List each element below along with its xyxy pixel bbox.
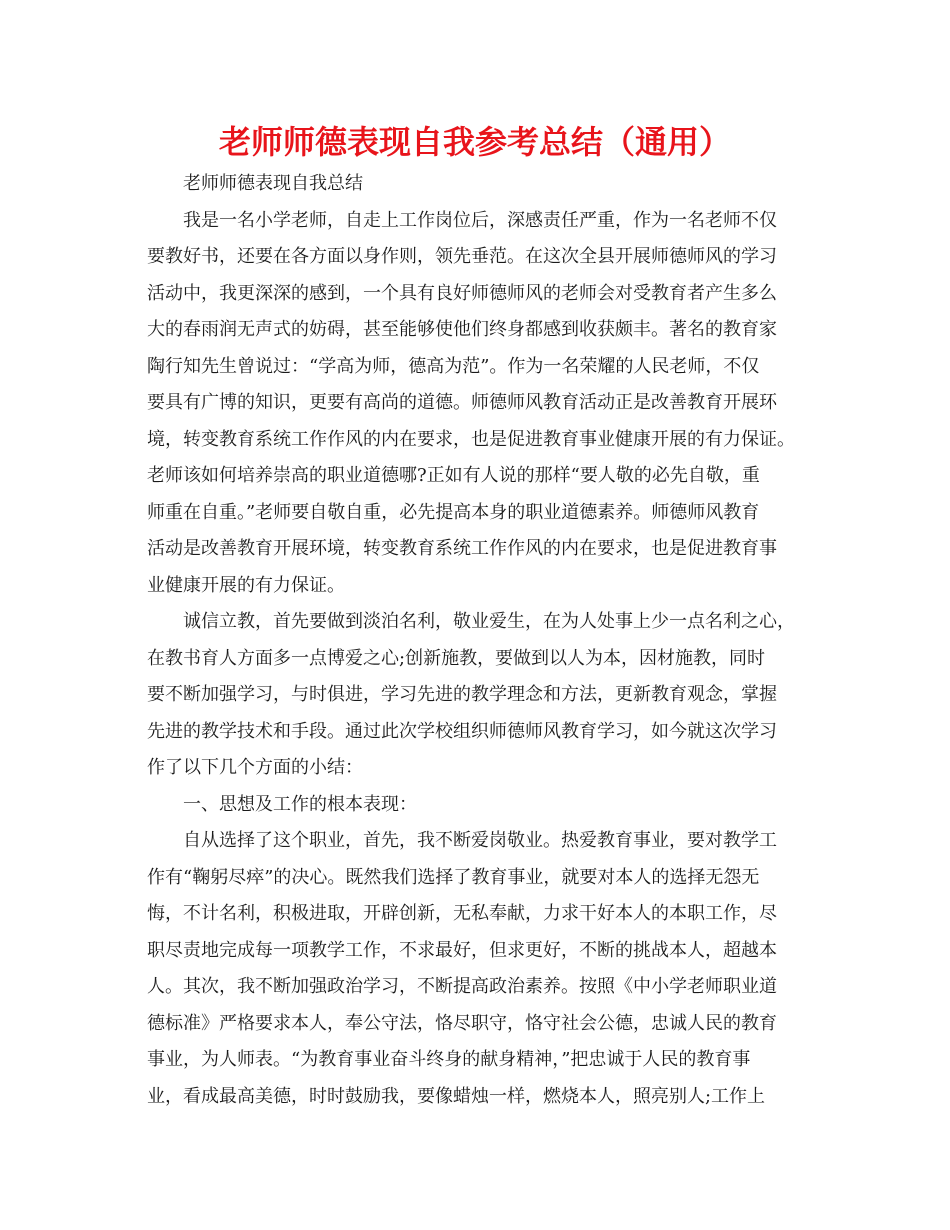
text-line: 悔，不计名利，积极进取，开辟创新，无私奉献，力求干好本人的本职工作，尽 <box>147 903 777 924</box>
text-line: 境，转变教育系统工作作风的内在要求，也是促进教育事业健康开展的有力保证。 <box>147 428 795 450</box>
text-line: 要教好书，还要在各方面以身作则，领先垂范。在这次全县开展师德师风的学习 <box>147 246 777 267</box>
text-line: 事业，为人师表。“为教育事业奋斗终身的献身精神，”把忠诚于人民的教育事 <box>147 1049 751 1070</box>
text-line: 在教书育人方面多一点博爱之心;创新施教，要做到以人为本，因材施教，同时 <box>147 647 766 669</box>
text-line: 师重在自重。”老师要自敬自重，必先提高本身的职业道德素养。师德师风教育 <box>147 501 760 523</box>
text-line: 要具有广博的知识，更要有高尚的道德。师德师风教育活动正是改善教育开展环 <box>147 392 777 413</box>
text-line: 活动是改善教育开展环境，转变教育系统工作作风的内在要求，也是促进教育事 <box>147 538 777 559</box>
text-line: 要不断加强学习，与时俱进，学习先进的教学理念和方法，更新教育观念，掌握 <box>147 684 777 705</box>
text-line: 职尽责地完成每一项教学工作，不求最好，但求更好，不断的挑战本人，超越本 <box>147 939 777 961</box>
text-line: 人。其次，我不断加强政治学习，不断提高政治素养。按照《中小学老师职业道 <box>147 976 777 997</box>
text-line: 诚信立教，首先要做到淡泊名利，敬业爱生，在为人处事上少一点名利之心， <box>183 611 795 632</box>
text-line: 业，看成最高美德，时时鼓励我，要像蜡烛一样，燃烧本人，照亮别人;工作上 <box>147 1085 766 1107</box>
text-line: 老师该如何培养崇高的职业道德哪?正如有人说的那样“要人敬的必先自敬，重 <box>147 465 760 486</box>
text-line: 先进的教学技术和手段。通过此次学校组织师德师风教育学习，如今就这次学习 <box>147 720 777 742</box>
text-line: 业健康开展的有力保证。 <box>147 574 345 596</box>
text-line: 活动中，我更深深的感到，一个具有良好师德师风的老师会对受教育者产生多么 <box>147 282 777 304</box>
text-line: 大的春雨润无声式的妨碍，甚至能够使他们终身都感到收获颇丰。著名的教育家 <box>147 319 777 340</box>
text-line: 德标准》严格要求本人，奉公守法，恪尽职守，恪守社会公德，忠诚人民的教育 <box>147 1012 777 1034</box>
text-line: 我是一名小学老师，自走上工作岗位后，深感责任严重，作为一名老师不仅 <box>183 209 777 231</box>
document-title: 老师师德表现自我参考总结（通用） <box>218 123 731 161</box>
text-line: 作有“鞠躬尽瘁”的决心。既然我们选择了教育事业，就要对本人的选择无怨无 <box>147 866 760 888</box>
text-line: 自从选择了这个职业，首先，我不断爱岗敬业。热爱教育事业，要对教学工 <box>183 830 777 851</box>
document-body <box>147 166 809 1115</box>
text-line: 作了以下几个方面的小结： <box>147 757 363 778</box>
text-line: 陶行知先生曾说过：“学高为师，德高为范”。作为一名荣耀的人民老师，不仅 <box>147 355 760 377</box>
text-line: 老师师德表现自我总结 <box>183 173 363 194</box>
text-line: 一、思想及工作的根本表现： <box>183 793 417 815</box>
